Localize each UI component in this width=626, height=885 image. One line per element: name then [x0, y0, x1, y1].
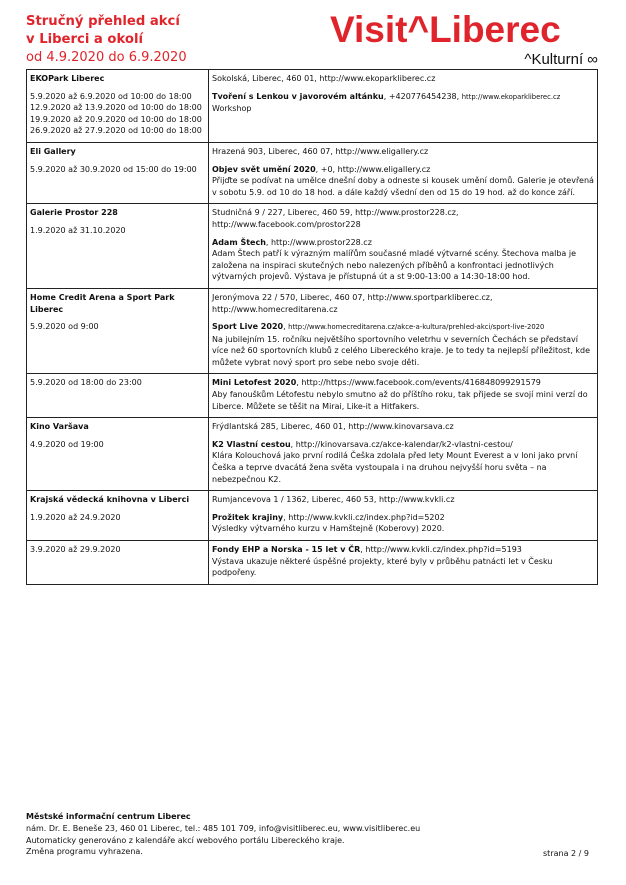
event-title-line [212, 439, 594, 451]
event-title-line [212, 164, 594, 176]
venue-name: Eli Gallery [30, 146, 76, 156]
event-detail-cell [209, 70, 598, 143]
event-title-line [212, 377, 594, 389]
event-description: Na jubilejním 15. ročníku největšího sportovního veletrhu v severních Čechách se představí více než 60 sportovních klubů z celého Libereckého kraje. Je to tedy ta nejlepší příležitost, kde můžete vybrat nový sport pro sebe nebo svoje děti. [212, 334, 591, 367]
venue-dates-cell [27, 142, 209, 203]
event-link[interactable]: http://www.homecreditarena.cz/akce-a-kultura/prehled-akci/sport-live-2020 [288, 323, 545, 332]
event-row [27, 142, 598, 203]
event-detail-cell [209, 374, 598, 418]
event-row [27, 204, 598, 289]
venue-name: Home Credit Arena a Sport Park Liberec [30, 292, 175, 314]
footer-note-changes: Změna programu vyhrazena. [26, 847, 143, 857]
venue-name: Kino Varšava [30, 422, 89, 432]
footer-address: nám. Dr. E. Beneše 23, 460 01 Liberec, tel.: 485 101 709, info@visitliberec.eu, www.visitliberec.eu [26, 823, 421, 833]
event-date: 1.9.2020 až 31.10.2020 [30, 225, 126, 235]
event-title-line [212, 321, 594, 334]
footer-org: Městské informační centrum Liberec [26, 812, 191, 821]
event-date: 5.9.2020 až 6.9.2020 od 10:00 do 18:00 [30, 91, 192, 101]
venue-address: Studničná 9 / 227, Liberec, 460 59, http://www.prostor228.cz, http://www.facebook.com/prostor228 [212, 208, 459, 229]
venue-address: Hrazená 903, Liberec, 460 07, http://www.eligallery.cz [212, 146, 429, 156]
event-title-line [212, 544, 594, 556]
event-description: Aby fanouškům Létofestu nebylo smutno až do příštího roku, tak přijede se svojí mini verzí do Liberce. Můžete se těšit na Mirai, Like-it a Hitfakers. [212, 390, 588, 411]
event-description: Workshop [212, 104, 252, 114]
visit-liberec-logo [330, 9, 600, 69]
event-description: Přijďte se podívat na umělce dnešní doby a odneste si kousek umění domů. Galerie je otevřená v sobotu 5.9. od 10 do 18 hod. a dále každý všední den od 15 do 19 hod. až do konce září. [212, 176, 594, 197]
event-date: 3.9.2020 až 29.9.2020 [30, 545, 121, 554]
event-date: 5.9.2020 od 9:00 [30, 322, 99, 332]
event-name: K2 Vlastní cestou [212, 439, 291, 449]
event-detail-cell [209, 204, 598, 289]
venue-dates-cell [27, 288, 209, 374]
event-date: 12.9.2020 až 13.9.2020 od 10:00 do 18:00 [30, 103, 202, 113]
event-row [27, 541, 598, 585]
venue-name: Galerie Prostor 228 [30, 208, 118, 218]
venue-dates-cell [27, 418, 209, 491]
event-detail-cell [209, 418, 598, 491]
event-name: Mini Letofest 2020 [212, 378, 297, 388]
event-name: Sport Live 2020 [212, 322, 284, 332]
page-number: strana 2 / 9 [543, 849, 589, 858]
date-range: od 4.9.2020 do 6.9.2020 [26, 50, 187, 65]
event-name: Adam Štech [212, 237, 266, 247]
venue-address: Frýdlantská 285, Liberec, 460 01, http://www.kinovarsava.cz [212, 422, 454, 432]
event-contact: , http://https://www.facebook.com/events/416848099291579 [296, 378, 541, 388]
event-link[interactable]: http://www.ekoparkliberec.cz [461, 92, 561, 101]
title-line-2: v Liberci a okolí [26, 32, 143, 47]
footer-note-generated: Automaticky generováno z kalendáře akcí webového portálu Libereckého kraje. [26, 835, 345, 845]
event-date: 5.9.2020 od 18:00 do 23:00 [30, 378, 142, 388]
event-row [27, 418, 598, 491]
event-name: Prožitek krajiny [212, 512, 284, 522]
venue-name: Krajská vědecká knihovna v Liberci [30, 495, 190, 505]
event-detail-cell [209, 142, 598, 203]
event-row [27, 288, 598, 374]
event-contact: , http://www.kvkli.cz/index.php?id=5202 [283, 512, 445, 522]
venue-dates-cell [27, 374, 209, 418]
event-name: Tvoření s Lenkou v javorovém altánku [212, 91, 384, 101]
event-name: Fondy EHP a Norska - 15 let v ČR [212, 545, 361, 554]
event-row [27, 70, 598, 143]
event-description: Klára Kolouchová jako první rodilá Češka zdolala před lety Mount Everest a v loni jako první Češka a teprve dvacátá žena světa vystoupala i na druhou nejvyšší horu světa – na nebezpečnou K2. [212, 451, 578, 484]
venue-address: Rumjancevova 1 / 1362, Liberec, 460 53, http://www.kvkli.cz [212, 495, 455, 505]
venue-dates-cell [27, 70, 209, 143]
event-date: 5.9.2020 až 30.9.2020 od 15:00 do 19:00 [30, 164, 197, 174]
event-contact: , +420776454238, [383, 91, 460, 101]
event-date: 19.9.2020 až 20.9.2020 od 10:00 do 18:00 [30, 114, 202, 124]
logo-wordmark: Visit^Liberec [330, 9, 561, 50]
venue-address: Sokolská, Liberec, 460 01, http://www.ekoparkliberec.cz [212, 74, 436, 83]
venue-name: EKOPark Liberec [30, 74, 105, 83]
venue-dates-cell [27, 204, 209, 289]
venue-dates-cell [27, 541, 209, 585]
event-title-line [212, 237, 594, 249]
event-title-line [212, 91, 594, 104]
event-contact: , http://www.kvkli.cz/index.php?id=5193 [360, 545, 522, 554]
event-detail-cell [209, 288, 598, 374]
event-contact: , [283, 322, 286, 332]
logo-subtitle: ^Kulturní ∞ [524, 51, 598, 68]
document-title [26, 13, 180, 49]
event-row [27, 374, 598, 418]
event-date: 26.9.2020 až 27.9.2020 od 10:00 do 18:00 [30, 126, 202, 136]
event-date: 4.9.2020 od 19:00 [30, 439, 104, 449]
event-description: Výsledky výtvarného kurzu v Hamštejně (Koberovy) 2020. [212, 524, 445, 534]
event-name: Objev svět umění 2020 [212, 164, 316, 174]
event-detail-cell [209, 541, 598, 585]
event-contact: , +0, http://www.eligallery.cz [315, 164, 431, 174]
venue-address: Jeronýmova 22 / 570, Liberec, 460 07, http://www.sportparkliberec.cz, http://www.homecreditarena.cz [212, 292, 493, 314]
events-table [26, 69, 598, 585]
event-contact: , http://www.prostor228.cz [265, 237, 372, 247]
venue-dates-cell [27, 491, 209, 541]
event-description: Adam Štech patří k výrazným malířům současné mladé výtvarné scény. Štechova malba je založena na inspiraci skutečných nebo nalezených příběhů a konfrontaci jednotlivých výtvarných projevů. Výstava je přístupná út a st 9:00-13:00 a 14:30-18:00 hod. [212, 249, 577, 282]
event-date: 1.9.2020 až 24.9.2020 [30, 512, 121, 522]
title-line-1: Stručný přehled akcí [26, 14, 180, 29]
event-row [27, 491, 598, 541]
event-title-line [212, 512, 594, 524]
event-contact: , http://kinovarsava.cz/akce-kalendar/k2-vlastni-cestou/ [290, 439, 513, 449]
footer [26, 811, 420, 858]
event-description: Výstava ukazuje některé úspěšné projekty, které byly v průběhu patnácti let v Česku podpořeny. [212, 556, 553, 578]
event-detail-cell [209, 491, 598, 541]
